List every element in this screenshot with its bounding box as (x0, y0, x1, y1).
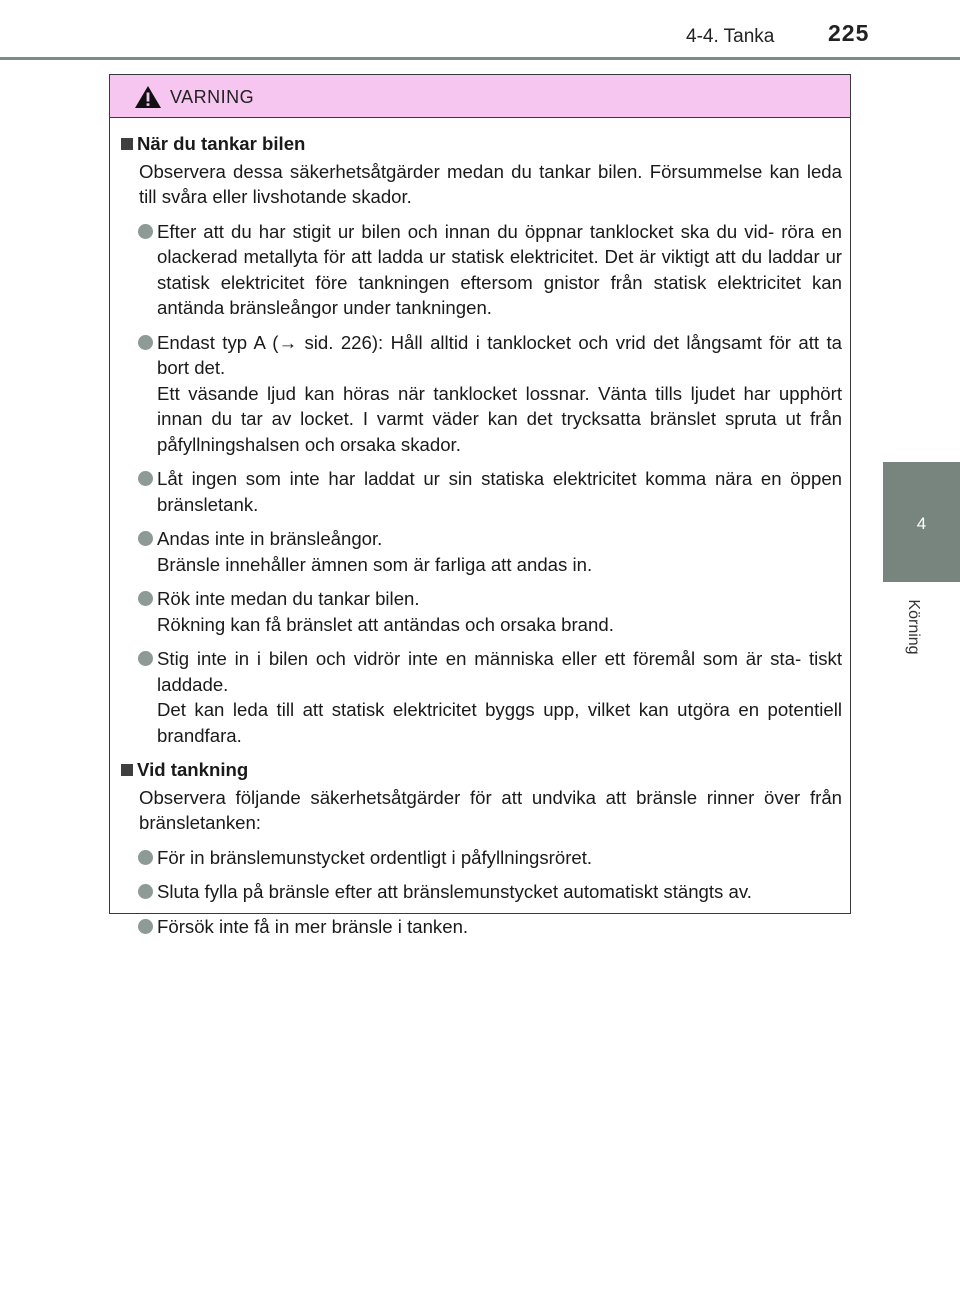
list-item-text: Det kan leda till att statisk elektricitet byggs upp, vilket kan utgöra en potentiell brandfara. (157, 699, 842, 746)
warning-content (110, 131, 852, 948)
square-bullet-icon (121, 764, 133, 776)
section-heading-text: Vid tankning (137, 759, 249, 780)
circle-bullet-icon (138, 531, 153, 546)
section-intro: Observera följande säkerhetsåtgärder för att undvika att bränsle rinner över från bränsletanken: (139, 786, 842, 833)
chapter-label (903, 592, 923, 662)
section-intro: Observera dessa säkerhetsåtgärder medan du tankar bilen. Försummelse kan leda till svåra eller livshotande skador. (139, 160, 842, 207)
circle-bullet-icon (138, 335, 153, 350)
list-item (121, 879, 842, 905)
page-number: 225 (828, 20, 870, 46)
list-item (121, 914, 842, 940)
list-item-text: Stig inte in i bilen och vidrör inte en människa eller ett föremål som är sta- tiskt laddade. (157, 648, 842, 695)
chapter-label-text: Körning (905, 599, 922, 655)
list-item (121, 330, 842, 458)
circle-bullet-icon (138, 224, 153, 239)
circle-bullet-icon (138, 919, 153, 934)
warning-title: VARNING (170, 87, 255, 107)
list-item-text: Rökning kan få bränslet att antändas och orsaka brand. (157, 613, 614, 635)
circle-bullet-icon (138, 471, 153, 486)
list-item (121, 466, 842, 517)
warning-triangle-icon (134, 85, 162, 109)
list-item-text: Endast typ A (→ sid. 226): Håll alltid i tanklocket och vrid det långsamt för att ta bort det. (157, 331, 842, 378)
list-item-text: Andas inte in bränsleångor. (157, 528, 383, 549)
circle-bullet-icon (138, 651, 153, 666)
list-item (121, 526, 842, 577)
circle-bullet-icon (138, 884, 153, 899)
chapter-number: 4 (916, 514, 927, 533)
chapter-tab (883, 462, 960, 582)
list-item-text: För in bränslemunstycket ordentligt i påfyllningsröret. (157, 846, 593, 868)
section-heading (121, 757, 842, 783)
warning-box (109, 74, 851, 937)
list-item-text: Försök inte få in mer bränsle i tanken. (157, 915, 469, 937)
section-heading (121, 131, 842, 157)
warning-header (110, 75, 850, 118)
list-item-text: Efter att du har stigit ur bilen och innan du öppnar tanklocket ska du vid- röra en olackerad metallyta för att ladda ur statisk elektricitet. Det är viktigt att du laddar ur statisk elektricitet före tankningen eftersom gnistor från statisk elektricitet kan antända bränsleångor under tankningen. (157, 220, 842, 318)
list-item (121, 845, 842, 871)
section-heading-text: När du tankar bilen (137, 133, 306, 154)
list-item-text: Låt ingen som inte har laddat ur sin statiska elektricitet komma nära en öppen bränsletank. (157, 468, 842, 515)
circle-bullet-icon (138, 850, 153, 865)
section-title: 4-4. Tanka (686, 26, 775, 47)
circle-bullet-icon (138, 591, 153, 606)
square-bullet-icon (121, 138, 133, 150)
list-item (121, 586, 842, 637)
list-item-text: Rök inte medan du tankar bilen. (157, 588, 420, 609)
header-divider (0, 57, 960, 60)
page-header (0, 0, 960, 60)
list-item-text: Bränsle innehåller ämnen som är farliga att andas in. (157, 553, 593, 575)
list-item-text: Ett väsande ljud kan höras när tanklocket lossnar. Vänta tills ljudet har upphört innan du tar av locket. I varmt väder kan det trycksatta bränslet spruta ut från påfyllningshalsen och orsaka skador. (157, 382, 842, 455)
list-item (121, 219, 842, 321)
list-item-text: Sluta fylla på bränsle efter att bränslemunstycket automatiskt stängts av. (157, 881, 752, 902)
list-item (121, 646, 842, 748)
